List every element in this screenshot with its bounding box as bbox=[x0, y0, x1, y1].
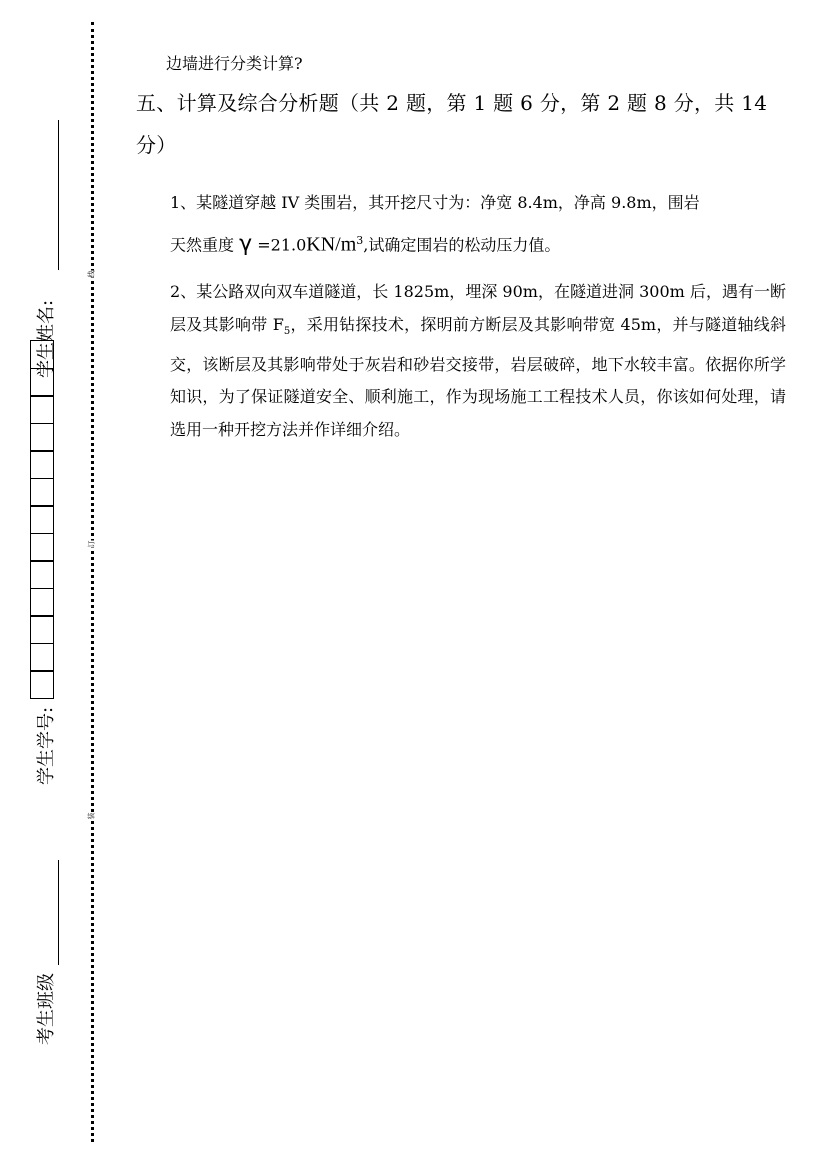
question-2 bbox=[170, 276, 786, 446]
class-label: 考生班级 bbox=[36, 973, 57, 1045]
q1-text-b: ,试确定围岩的松动压力值。 bbox=[363, 235, 561, 255]
id-box[interactable] bbox=[30, 560, 54, 589]
q1-text-a: 天然重度 bbox=[170, 235, 235, 255]
section-title-line2: 分） bbox=[136, 133, 177, 157]
question-1-line2 bbox=[170, 222, 786, 264]
q2-text-b: ，采用钻探技术，探明前方断层及其影响带宽 45m，并与隧道轴线斜交，该断层及其影响带处于灰岩和砂岩交接带，岩层破碎，地下水较丰富。依据你所学知识，为了保证隧道安全、顺利施工，作为现场施工工程技术人员，你该如何处理，请选用一种开挖方法并作详细介绍。 bbox=[170, 314, 786, 439]
section-title bbox=[136, 82, 786, 166]
id-box[interactable] bbox=[30, 505, 54, 534]
binding-dotted-line bbox=[91, 22, 94, 1142]
q1-unit-exponent: 3 bbox=[356, 234, 364, 247]
student-name-label: 学生姓名: bbox=[36, 299, 57, 378]
section-title-line1: 五、计算及综合分析题（共 2 题，第 1 题 6 分，第 2 题 8 分，共 14 bbox=[136, 91, 768, 115]
exam-content bbox=[136, 46, 786, 446]
id-box[interactable] bbox=[30, 395, 54, 424]
id-box[interactable] bbox=[30, 670, 54, 699]
student-id-label: 学生学号: bbox=[36, 706, 57, 785]
gamma-symbol: γ bbox=[239, 231, 253, 257]
id-box[interactable] bbox=[30, 533, 54, 562]
binding-mark-ding: 订 bbox=[87, 540, 96, 548]
question-1-line1: 1、某隧道穿越 IV 类围岩，其开挖尺寸为：净宽 8.4m，净高 9.8m，围岩 bbox=[170, 193, 700, 212]
id-box[interactable] bbox=[30, 588, 54, 617]
name-underline bbox=[58, 120, 59, 270]
binding-mark-zhuang: 线 bbox=[87, 270, 96, 278]
previous-question-tail: 边墙进行分类计算? bbox=[166, 54, 303, 73]
binding-mark-xian: 装 bbox=[87, 812, 96, 820]
question-1 bbox=[170, 184, 786, 264]
class-underline bbox=[58, 860, 59, 965]
q2-fault-subscript: 5 bbox=[283, 326, 291, 338]
id-box[interactable] bbox=[30, 450, 54, 479]
id-box[interactable] bbox=[30, 478, 54, 507]
q2-text-a: 2、某公路双向双车道隧道，长 1825m，埋深 90m，在隧道进洞 300m 后，遇有一断层及其影响带 F bbox=[170, 282, 786, 334]
q1-unit: KN/m bbox=[306, 233, 357, 256]
id-box[interactable] bbox=[30, 615, 54, 644]
q1-value: =21.0 bbox=[257, 235, 307, 255]
id-box[interactable] bbox=[30, 423, 54, 452]
student-id-boxes[interactable] bbox=[30, 340, 56, 712]
id-box[interactable] bbox=[30, 643, 54, 672]
